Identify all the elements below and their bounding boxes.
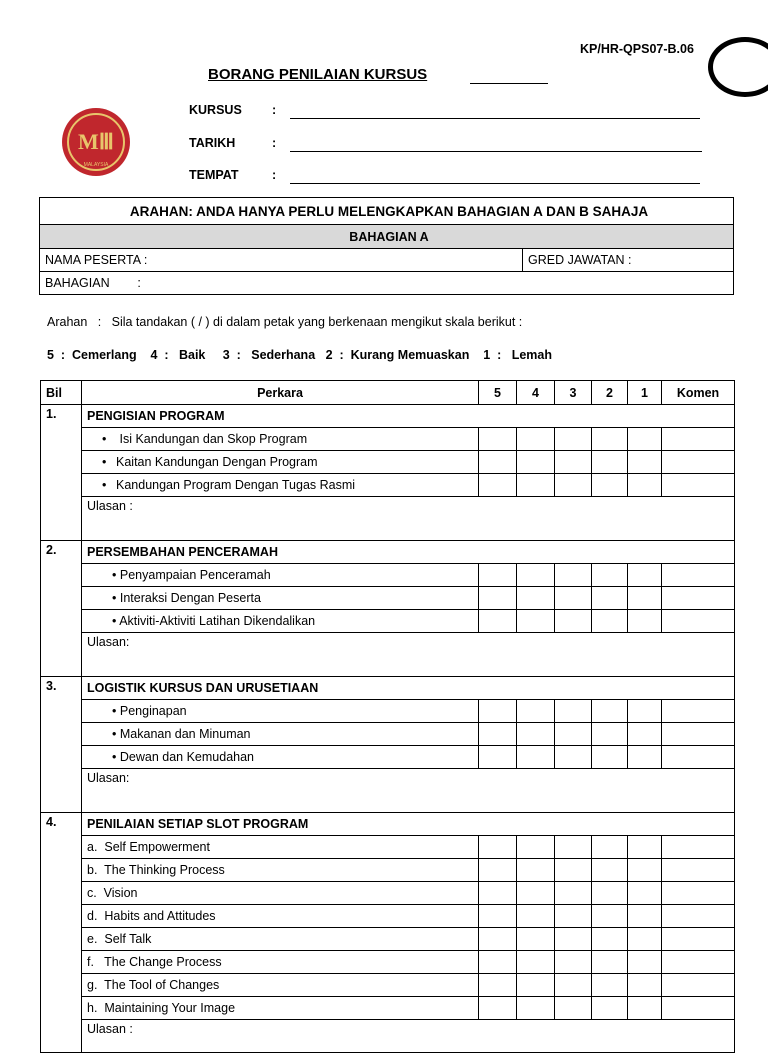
bullet-icon: • <box>112 614 117 628</box>
rating-box[interactable] <box>628 451 662 474</box>
header-bil: Bil <box>41 381 82 405</box>
rating-box[interactable] <box>592 905 628 928</box>
institution-logo <box>60 106 132 178</box>
rating-box[interactable] <box>555 746 592 769</box>
rating-box[interactable] <box>517 859 555 882</box>
comment-box[interactable] <box>662 428 735 451</box>
rating-box[interactable] <box>479 905 517 928</box>
rating-box[interactable] <box>628 587 662 610</box>
rating-box[interactable] <box>592 723 628 746</box>
rating-box[interactable] <box>628 723 662 746</box>
slot-item: d. Habits and Attitudes <box>82 905 479 928</box>
rating-box[interactable] <box>592 610 628 633</box>
rating-box[interactable] <box>479 564 517 587</box>
slot-item: g. The Tool of Changes <box>82 974 479 997</box>
rating-box[interactable] <box>517 974 555 997</box>
header-komen: Komen <box>662 381 735 405</box>
rating-box[interactable] <box>628 859 662 882</box>
rating-box[interactable] <box>479 951 517 974</box>
comment-box[interactable] <box>662 587 735 610</box>
section-number: 1. <box>41 405 82 541</box>
circle-mark <box>708 37 768 97</box>
rating-box[interactable] <box>628 610 662 633</box>
rating-box[interactable] <box>555 974 592 997</box>
rating-box[interactable] <box>592 974 628 997</box>
rating-box[interactable] <box>479 610 517 633</box>
rating-box[interactable] <box>479 451 517 474</box>
header-perkara: Perkara <box>82 381 479 405</box>
kursus-label: KURSUS <box>189 103 242 117</box>
rating-box[interactable] <box>592 451 628 474</box>
part-a-table <box>39 197 734 295</box>
rating-box[interactable] <box>555 451 592 474</box>
rating-box[interactable] <box>479 974 517 997</box>
slot-item: a. Self Empowerment <box>82 836 479 859</box>
criteria-item: • Kaitan Kandungan Dengan Program <box>82 451 479 474</box>
slot-item: f. The Change Process <box>82 951 479 974</box>
comment-box[interactable] <box>662 451 735 474</box>
criteria-item: • Kandungan Program Dengan Tugas Rasmi <box>82 474 479 497</box>
rating-box[interactable] <box>592 428 628 451</box>
comment-box[interactable] <box>662 997 735 1020</box>
rating-box[interactable] <box>517 428 555 451</box>
rating-box[interactable] <box>517 587 555 610</box>
section-a-title: BAHAGIAN A <box>40 225 734 249</box>
rating-box[interactable] <box>628 474 662 497</box>
rating-box[interactable] <box>592 700 628 723</box>
comment-box[interactable] <box>662 723 735 746</box>
gred-jawatan-field[interactable]: GRED JAWATAN : <box>523 249 734 272</box>
rating-box[interactable] <box>555 428 592 451</box>
tempat-label: TEMPAT <box>189 168 239 182</box>
criteria-item: • Interaksi Dengan Peserta <box>82 587 479 610</box>
rating-box[interactable] <box>479 928 517 951</box>
rating-box[interactable] <box>555 587 592 610</box>
rating-box[interactable] <box>555 882 592 905</box>
comment-box[interactable] <box>662 564 735 587</box>
rating-box[interactable] <box>517 746 555 769</box>
rating-box[interactable] <box>592 951 628 974</box>
document-reference: KP/HR-QPS07-B.06 <box>580 42 694 56</box>
rating-box[interactable] <box>479 700 517 723</box>
rating-box[interactable] <box>555 928 592 951</box>
rating-box[interactable] <box>628 951 662 974</box>
rating-box[interactable] <box>592 859 628 882</box>
comment-box[interactable] <box>662 951 735 974</box>
rating-box[interactable] <box>592 928 628 951</box>
header-5: 5 <box>479 381 517 405</box>
criteria-item: • Penyampaian Penceramah <box>82 564 479 587</box>
comment-box[interactable] <box>662 836 735 859</box>
ulasan-field[interactable]: Ulasan : <box>82 1020 735 1053</box>
rating-box[interactable] <box>555 610 592 633</box>
rating-box[interactable] <box>628 746 662 769</box>
header-1: 1 <box>628 381 662 405</box>
header-4: 4 <box>517 381 555 405</box>
section-number: 3. <box>41 677 82 813</box>
rating-box[interactable] <box>479 428 517 451</box>
bullet-icon: • <box>112 591 117 605</box>
section-number: 2. <box>41 541 82 677</box>
slot-item: b. The Thinking Process <box>82 859 479 882</box>
rating-box[interactable] <box>517 905 555 928</box>
criteria-item: • Dewan dan Kemudahan <box>82 746 479 769</box>
comment-box[interactable] <box>662 882 735 905</box>
rating-box[interactable] <box>517 836 555 859</box>
title-underline <box>470 83 548 84</box>
bullet-icon: • <box>112 750 117 764</box>
comment-box[interactable] <box>662 746 735 769</box>
rating-box[interactable] <box>517 928 555 951</box>
rating-box[interactable] <box>592 882 628 905</box>
rating-box[interactable] <box>517 997 555 1020</box>
rating-box[interactable] <box>517 451 555 474</box>
rating-box[interactable] <box>517 610 555 633</box>
ulasan-field[interactable]: Ulasan: <box>82 769 735 813</box>
ulasan-field[interactable]: Ulasan : <box>82 497 735 541</box>
rating-box[interactable] <box>555 474 592 497</box>
rating-box[interactable] <box>479 836 517 859</box>
comment-box[interactable] <box>662 859 735 882</box>
criteria-item: • Isi Kandungan dan Skop Program <box>82 428 479 451</box>
tarikh-field[interactable] <box>290 151 702 152</box>
rating-box[interactable] <box>479 474 517 497</box>
section-number: 4. <box>41 813 82 1053</box>
rating-box[interactable] <box>592 836 628 859</box>
comment-box[interactable] <box>662 474 735 497</box>
svg-text:MALAYSIA: MALAYSIA <box>83 162 109 168</box>
kursus-colon: : <box>272 103 277 117</box>
rating-box[interactable] <box>517 474 555 497</box>
bullet-icon: • <box>112 568 117 582</box>
rating-box[interactable] <box>592 997 628 1020</box>
tarikh-label: TARIKH <box>189 136 236 150</box>
rating-box[interactable] <box>592 564 628 587</box>
rating-box[interactable] <box>592 587 628 610</box>
rating-box[interactable] <box>555 859 592 882</box>
rating-box[interactable] <box>555 700 592 723</box>
section-title: PENILAIAN SETIAP SLOT PROGRAM <box>82 813 735 836</box>
slot-item: e. Self Talk <box>82 928 479 951</box>
nama-peserta-field[interactable]: NAMA PESERTA : <box>40 249 523 272</box>
instruction-heading: ARAHAN: ANDA HANYA PERLU MELENGKAPKAN BAHAGIAN A DAN B SAHAJA <box>40 198 734 225</box>
comment-box[interactable] <box>662 928 735 951</box>
rating-box[interactable] <box>592 474 628 497</box>
rating-box[interactable] <box>628 882 662 905</box>
section-title: LOGISTIK KURSUS DAN URUSETIAAN <box>82 677 735 700</box>
rating-box[interactable] <box>479 997 517 1020</box>
form-title: BORANG PENILAIAN KURSUS <box>208 66 428 83</box>
arahan-text: Arahan : Sila tandakan ( / ) di dalam petak yang berkenaan mengikut skala berikut : <box>47 315 523 329</box>
comment-box[interactable] <box>662 974 735 997</box>
comment-box[interactable] <box>662 905 735 928</box>
section-title: PERSEMBAHAN PENCERAMAH <box>82 541 735 564</box>
tarikh-colon: : <box>272 136 277 150</box>
header-3: 3 <box>555 381 592 405</box>
svg-text:MⅢ: MⅢ <box>78 129 114 154</box>
rating-box[interactable] <box>517 882 555 905</box>
tempat-field[interactable] <box>290 183 700 184</box>
rating-box[interactable] <box>479 746 517 769</box>
bullet-icon: • <box>102 455 107 469</box>
rating-box[interactable] <box>555 905 592 928</box>
tempat-colon: : <box>272 168 277 182</box>
rating-box[interactable] <box>555 997 592 1020</box>
rating-box[interactable] <box>592 746 628 769</box>
bullet-icon: • <box>112 704 117 718</box>
rating-box[interactable] <box>517 951 555 974</box>
rating-box[interactable] <box>628 564 662 587</box>
slot-item: h. Maintaining Your Image <box>82 997 479 1020</box>
rating-box[interactable] <box>628 428 662 451</box>
bullet-icon: • <box>102 432 107 446</box>
rating-box[interactable] <box>555 951 592 974</box>
rating-box[interactable] <box>628 997 662 1020</box>
header-2: 2 <box>592 381 628 405</box>
rating-box[interactable] <box>479 859 517 882</box>
rating-box[interactable] <box>479 882 517 905</box>
rating-box[interactable] <box>628 928 662 951</box>
comment-box[interactable] <box>662 610 735 633</box>
rating-box[interactable] <box>517 723 555 746</box>
criteria-item: • Makanan dan Minuman <box>82 723 479 746</box>
rating-box[interactable] <box>628 905 662 928</box>
rating-box[interactable] <box>555 836 592 859</box>
evaluation-table <box>40 380 735 1053</box>
kursus-field[interactable] <box>290 118 700 119</box>
rating-box[interactable] <box>628 700 662 723</box>
rating-box[interactable] <box>555 723 592 746</box>
rating-box[interactable] <box>628 974 662 997</box>
bahagian-field[interactable]: BAHAGIAN : <box>40 272 734 295</box>
rating-scale: 5 : Cemerlang 4 : Baik 3 : Sederhana 2 : Kurang Memuaskan 1 : Lemah <box>47 348 553 362</box>
bullet-icon: • <box>102 478 107 492</box>
rating-box[interactable] <box>479 723 517 746</box>
rating-box[interactable] <box>517 700 555 723</box>
rating-box[interactable] <box>555 564 592 587</box>
criteria-item: • Penginapan <box>82 700 479 723</box>
comment-box[interactable] <box>662 700 735 723</box>
bullet-icon: • <box>112 727 117 741</box>
ulasan-field[interactable]: Ulasan: <box>82 633 735 677</box>
rating-box[interactable] <box>628 836 662 859</box>
rating-box[interactable] <box>517 564 555 587</box>
slot-item: c. Vision <box>82 882 479 905</box>
rating-box[interactable] <box>479 587 517 610</box>
criteria-item: • Aktiviti-Aktiviti Latihan Dikendalikan <box>82 610 479 633</box>
section-title: PENGISIAN PROGRAM <box>82 405 735 428</box>
